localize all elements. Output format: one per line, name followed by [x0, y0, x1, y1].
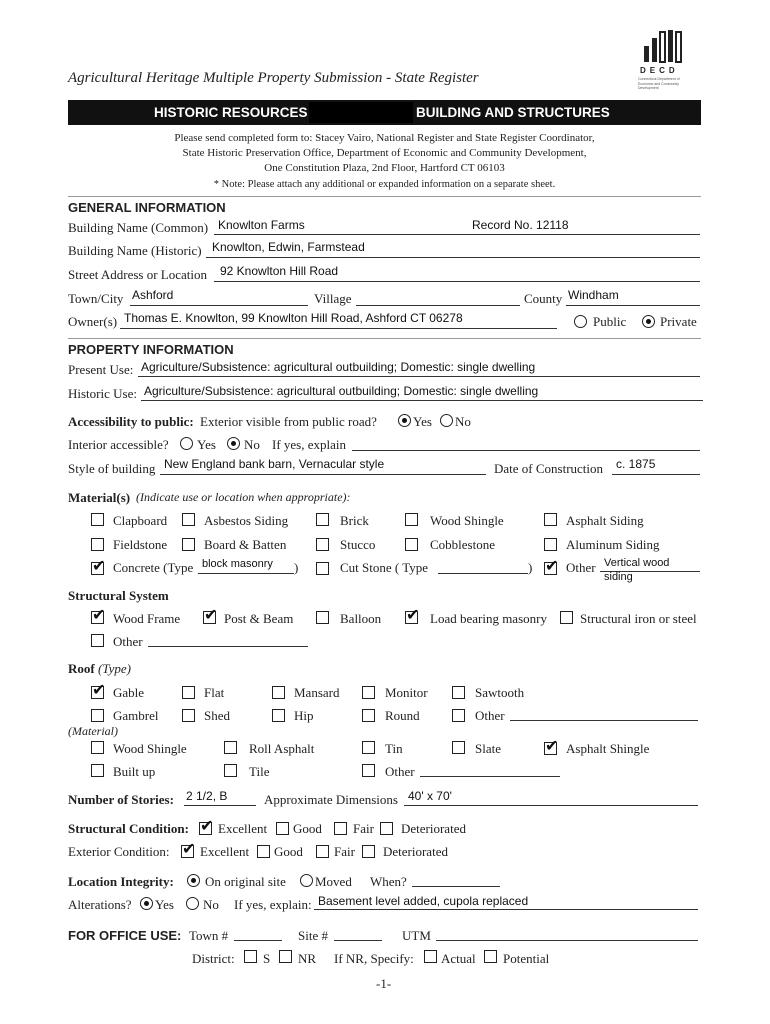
town-label: Town/City: [68, 291, 124, 306]
gable-checkbox[interactable]: [91, 680, 106, 699]
private-radio[interactable]: [642, 315, 655, 328]
potential-checkbox[interactable]: [484, 950, 497, 963]
tile-checkbox[interactable]: [224, 764, 237, 777]
iron-steel-checkbox[interactable]: [560, 611, 573, 624]
public-label: Public: [593, 314, 627, 329]
roof-label-text: Roof: [68, 661, 95, 676]
interior-no-label: No: [244, 437, 260, 452]
alterations-explain-label: If yes, explain:: [234, 897, 312, 912]
shed-checkbox[interactable]: [182, 709, 195, 722]
wood-shingle-label: Wood Shingle: [430, 513, 504, 528]
structural-other-label: Other: [113, 634, 143, 649]
concrete-checkbox[interactable]: [91, 556, 106, 575]
actual-checkbox[interactable]: [424, 950, 437, 963]
hip-checkbox[interactable]: [272, 709, 285, 722]
check-icon: ✔: [92, 605, 106, 624]
alterations-explain-field[interactable]: Basement level added, cupola replaced: [318, 894, 529, 908]
alterations-yes-radio[interactable]: [140, 897, 153, 910]
wood-frame-checkbox[interactable]: [91, 605, 106, 624]
street-field[interactable]: 92 Knowlton Hill Road: [220, 264, 339, 278]
header-left: HISTORIC RESOURCES: [154, 105, 308, 120]
roof-label: [68, 661, 131, 677]
structural-excellent-checkbox[interactable]: [199, 816, 214, 835]
location-label: Location Integrity:: [68, 874, 174, 889]
exterior-deteriorated-label: Deteriorated: [383, 844, 448, 859]
dimensions-label: Approximate Dimensions: [264, 792, 398, 807]
balloon-label: Balloon: [340, 611, 382, 626]
post-beam-checkbox[interactable]: [203, 605, 218, 624]
cobblestone-label: Cobblestone: [430, 537, 495, 552]
cobblestone-checkbox[interactable]: [405, 538, 418, 551]
owners-label: Owner(s): [68, 314, 118, 329]
instruction-line: State Historic Preservation Office, Department of Economic and Community Development,: [182, 147, 587, 159]
stories-field[interactable]: 2 1/2, B: [186, 789, 228, 803]
public-radio[interactable]: [574, 315, 587, 328]
instruction-line: One Constitution Plaza, 2nd Floor, Hartford CT 06103: [264, 162, 505, 174]
tin-label: Tin: [385, 741, 403, 756]
check-icon: ✔: [545, 736, 559, 755]
county-label: County: [524, 291, 563, 306]
present-use-label: Present Use:: [68, 362, 134, 377]
date-label: Date of Construction: [494, 461, 604, 476]
style-label: Style of building: [68, 461, 156, 476]
building-name-historic-field[interactable]: Knowlton, Edwin, Farmstead: [212, 240, 365, 254]
balloon-checkbox[interactable]: [316, 611, 329, 624]
page-number: -1-: [376, 976, 392, 991]
exterior-fair-label: Fair: [334, 844, 355, 859]
exterior-no-radio[interactable]: [440, 414, 453, 427]
gable-label: Gable: [113, 685, 145, 700]
roll-asphalt-checkbox[interactable]: [224, 741, 237, 754]
iron-steel-label: Structural iron or steel: [580, 611, 697, 626]
present-use-field[interactable]: Agriculture/Subsistence: agricultural outbuilding; Domestic: single dwelling: [141, 360, 536, 374]
structural-other-checkbox[interactable]: [91, 634, 104, 647]
board-batten-checkbox[interactable]: [182, 538, 195, 551]
round-label: Round: [385, 708, 420, 723]
check-icon: ✔: [545, 556, 559, 575]
interior-no-radio[interactable]: [227, 437, 240, 450]
office-use-label: FOR OFFICE USE:: [68, 928, 182, 943]
clapboard-label: Clapboard: [113, 513, 168, 528]
wood-shingle-checkbox[interactable]: [405, 513, 418, 526]
building-name-common-field[interactable]: Knowlton Farms: [218, 218, 305, 232]
decd-logo-mark-icon: [636, 28, 692, 68]
header-bar: [68, 100, 701, 125]
check-icon: ✔: [92, 680, 106, 699]
asbestos-checkbox[interactable]: [182, 513, 195, 526]
exterior-good-checkbox[interactable]: [257, 845, 270, 858]
instruction-line: Please send completed form to: Stacey Vairo, National Register and State Register Coordinator,: [174, 132, 595, 144]
check-icon: ✔: [92, 556, 106, 575]
post-beam-label: Post & Beam: [224, 611, 294, 626]
concrete-type-field[interactable]: block masonry: [202, 558, 273, 570]
roof-other-label: Other: [475, 708, 505, 723]
board-batten-label: Board & Batten: [204, 537, 287, 552]
other-material-field-1[interactable]: Vertical wood: [604, 557, 670, 569]
interior-label: Interior accessible?: [68, 437, 169, 452]
structural-fair-checkbox[interactable]: [334, 822, 347, 835]
accessibility-label: Accessibility to public:: [68, 414, 194, 429]
fieldstone-label: Fieldstone: [113, 537, 168, 552]
district-nr-checkbox[interactable]: [279, 950, 292, 963]
asphalt-siding-label: Asphalt Siding: [566, 513, 644, 528]
brick-label: Brick: [340, 513, 369, 528]
accessibility-question: Exterior visible from public road?: [200, 414, 377, 429]
built-up-checkbox[interactable]: [91, 764, 104, 777]
gambrel-checkbox[interactable]: [91, 709, 104, 722]
monitor-label: Monitor: [385, 685, 428, 700]
instruction-note: * Note: Please attach any additional or expanded information on a separate sheet.: [213, 179, 556, 190]
materials-hint: (Indicate use or location when appropriate):: [136, 490, 351, 504]
logo-subtext: Connecticut Department of Economic and Community Development: [638, 77, 680, 90]
exterior-yes-radio[interactable]: [398, 414, 411, 427]
roof-wood-shingle-label: Wood Shingle: [113, 741, 187, 756]
other-material-label: Other: [566, 560, 596, 575]
cut-stone-checkbox[interactable]: [316, 562, 329, 575]
roof-wood-shingle-checkbox[interactable]: [91, 741, 104, 754]
interior-yes-radio[interactable]: [180, 437, 193, 450]
exterior-excellent-label: Excellent: [200, 844, 250, 859]
built-up-label: Built up: [113, 764, 156, 779]
sawtooth-label: Sawtooth: [475, 685, 525, 700]
structural-fair-label: Fair: [353, 821, 374, 836]
other-material-field-2[interactable]: siding: [604, 571, 633, 583]
brick-checkbox[interactable]: [316, 513, 329, 526]
district-s-label: S: [263, 951, 271, 966]
wood-frame-label: Wood Frame: [113, 611, 181, 626]
building-name-historic-label: Building Name (Historic): [68, 243, 202, 258]
structural-deteriorated-label: Deteriorated: [401, 821, 466, 836]
district-s-checkbox[interactable]: [244, 950, 257, 963]
street-label: Street Address or Location: [68, 267, 207, 282]
general-heading: GENERAL INFORMATION: [68, 200, 226, 215]
exterior-no-label: No: [455, 414, 471, 429]
roof-other-checkbox[interactable]: [452, 709, 465, 722]
slate-label: Slate: [475, 741, 501, 756]
roof-type-hint: (Type): [97, 661, 131, 676]
town-number-label: Town #: [189, 928, 229, 943]
check-icon: ✔: [204, 605, 218, 624]
stories-label: Number of Stories:: [68, 792, 174, 807]
owners-field[interactable]: Thomas E. Knowlton, 99 Knowlton Hill Road, Ashford CT 06278: [124, 311, 463, 325]
materials-label: Material(s): [68, 490, 131, 505]
concrete-label: Concrete (Type: [113, 560, 194, 575]
asbestos-label: Asbestos Siding: [204, 513, 289, 528]
roof-other2-label: Other: [385, 764, 415, 779]
flat-checkbox[interactable]: [182, 686, 195, 699]
stucco-checkbox[interactable]: [316, 538, 329, 551]
flat-label: Flat: [204, 685, 225, 700]
structural-excellent-label: Excellent: [218, 821, 268, 836]
fieldstone-checkbox[interactable]: [91, 538, 104, 551]
exterior-condition-label: Exterior Condition:: [68, 844, 170, 859]
village-label: Village: [314, 291, 352, 306]
hip-label: Hip: [294, 708, 314, 723]
potential-label: Potential: [503, 951, 550, 966]
original-site-label: On original site: [205, 874, 286, 889]
roof-material-hint: (Material): [68, 724, 118, 738]
district-label: District:: [192, 951, 235, 966]
structural-good-label: Good: [293, 821, 322, 836]
structural-condition-label: Structural Condition:: [68, 821, 189, 836]
private-label: Private: [660, 314, 697, 329]
dimensions-field[interactable]: 40' x 70': [408, 789, 452, 803]
load-bearing-label: Load bearing masonry: [430, 611, 547, 626]
town-field[interactable]: Ashford: [132, 288, 174, 302]
check-icon: ✔: [182, 839, 196, 858]
aluminum-checkbox[interactable]: [544, 538, 557, 551]
sawtooth-checkbox[interactable]: [452, 686, 465, 699]
roll-asphalt-label: Roll Asphalt: [249, 741, 315, 756]
check-icon: ✔: [200, 816, 214, 835]
concrete-close-paren: ): [294, 560, 299, 575]
header-gap: [309, 102, 413, 123]
historic-use-label: Historic Use:: [68, 386, 137, 401]
structural-deteriorated-checkbox[interactable]: [380, 822, 393, 835]
building-name-common-label: Building Name (Common): [68, 220, 209, 235]
asphalt-shingle-label: Asphalt Shingle: [566, 741, 650, 756]
clapboard-checkbox[interactable]: [91, 513, 104, 526]
structural-good-checkbox[interactable]: [276, 822, 289, 835]
other-material-checkbox[interactable]: [544, 556, 559, 575]
structural-label: Structural System: [68, 588, 169, 603]
utm-label: UTM: [402, 928, 431, 943]
actual-label: Actual: [441, 951, 476, 966]
logo-text: DECD: [640, 66, 679, 75]
record-number: Record No. 12118: [472, 218, 569, 232]
district-nr-label: NR: [298, 951, 317, 966]
form-title: Agricultural Heritage Multiple Property Submission - State Register: [68, 70, 479, 86]
cut-stone-close-paren: ): [528, 560, 533, 575]
historic-use-field[interactable]: Agriculture/Subsistence: agricultural outbuilding; Domestic: single dwelling: [144, 384, 539, 398]
monitor-checkbox[interactable]: [362, 686, 375, 699]
asphalt-siding-checkbox[interactable]: [544, 513, 557, 526]
instructions: [68, 131, 701, 193]
alterations-label: Alterations?: [68, 897, 132, 912]
decd-logo: [636, 28, 692, 98]
style-field[interactable]: New England bank barn, Vernacular style: [164, 457, 385, 471]
exterior-good-label: Good: [274, 844, 303, 859]
if-yes-explain-label: If yes, explain: [272, 437, 347, 452]
moved-label: Moved: [315, 874, 352, 889]
aluminum-label: Aluminum Siding: [566, 537, 660, 552]
tin-checkbox[interactable]: [362, 741, 375, 754]
divider: [68, 338, 701, 339]
interior-yes-label: Yes: [197, 437, 216, 452]
mansard-label: Mansard: [294, 685, 340, 700]
tile-label: Tile: [249, 764, 270, 779]
cut-stone-label: Cut Stone ( Type: [340, 560, 429, 575]
divider: [68, 196, 701, 197]
when-label: When?: [370, 874, 407, 889]
shed-label: Shed: [204, 708, 230, 723]
load-bearing-checkbox[interactable]: [405, 605, 420, 624]
asphalt-shingle-checkbox[interactable]: [544, 736, 559, 755]
slate-checkbox[interactable]: [452, 741, 465, 754]
stucco-label: Stucco: [340, 537, 376, 552]
alterations-no-radio[interactable]: [186, 897, 199, 910]
nr-specify-label: If NR, Specify:: [334, 951, 414, 966]
site-number-label: Site #: [298, 928, 328, 943]
county-field[interactable]: Windham: [568, 288, 619, 302]
moved-radio[interactable]: [300, 874, 313, 887]
property-heading: PROPERTY INFORMATION: [68, 342, 234, 357]
roof-other2-checkbox[interactable]: [362, 764, 375, 777]
gambrel-label: Gambrel: [113, 708, 159, 723]
check-icon: ✔: [406, 605, 420, 624]
exterior-fair-checkbox[interactable]: [316, 845, 329, 858]
alterations-yes-label: Yes: [155, 897, 174, 912]
alterations-no-label: No: [203, 897, 219, 912]
exterior-yes-label: Yes: [413, 414, 432, 429]
header-right: BUILDING AND STRUCTURES: [416, 105, 610, 120]
round-checkbox[interactable]: [362, 709, 375, 722]
date-field[interactable]: c. 1875: [616, 457, 656, 471]
exterior-deteriorated-checkbox[interactable]: [362, 845, 375, 858]
original-site-radio[interactable]: [187, 874, 200, 887]
exterior-excellent-checkbox[interactable]: [181, 839, 196, 858]
mansard-checkbox[interactable]: [272, 686, 285, 699]
